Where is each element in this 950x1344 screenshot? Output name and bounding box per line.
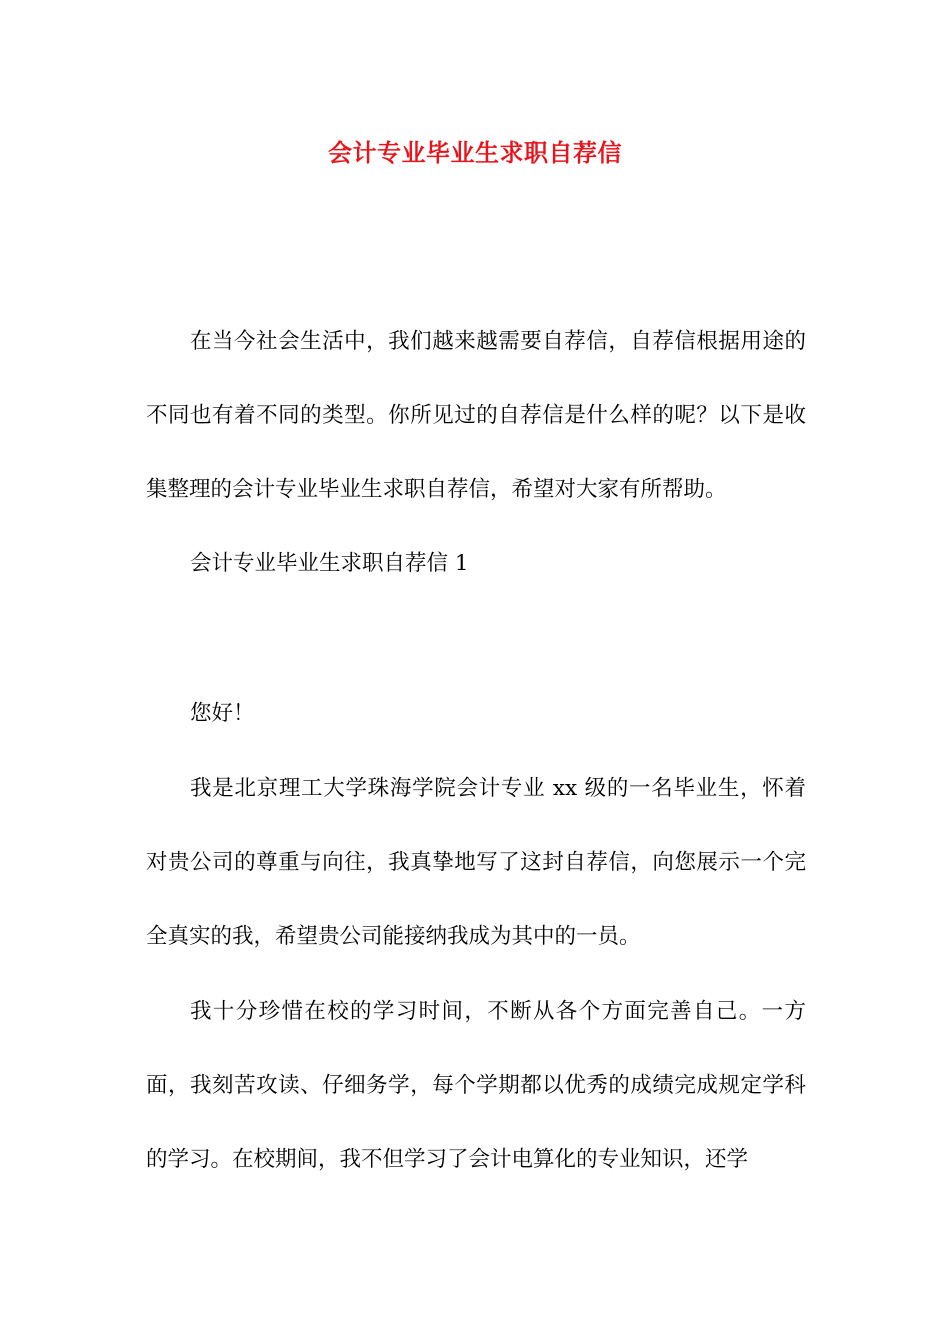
letter-subtitle: 会计专业毕业生求职自荐信 1 — [190, 551, 469, 576]
body-paragraph-2: 我十分珍惜在校的学习时间，不断从各个方面完善自己。一方面，我刻苦攻读、仔细务学，每个学期都以优秀的成绩完成规定学科的学习。在校期间，我不但学习了会计电算化的专业知识，还学 — [146, 999, 806, 1172]
body-paragraph-1: 我是北京理工大学珠海学院会计专业 xx 级的一名毕业生，怀着对贵公司的尊重与向往，我真挚地写了这封自荐信，向您展示一个完全真实的我，希望贵公司能接纳我成为其中的一员。 — [146, 776, 806, 949]
greeting: 您好！ — [190, 701, 255, 726]
document-title: 会计专业毕业生求职自荐信 — [328, 138, 622, 167]
intro-paragraph: 在当今社会生活中，我们越来越需要自荐信，自荐信根据用途的不同也有着不同的类型。你所见过的自荐信是什么样的呢？以下是收集整理的会计专业毕业生求职自荐信，希望对大家有所帮助。 — [146, 329, 806, 502]
